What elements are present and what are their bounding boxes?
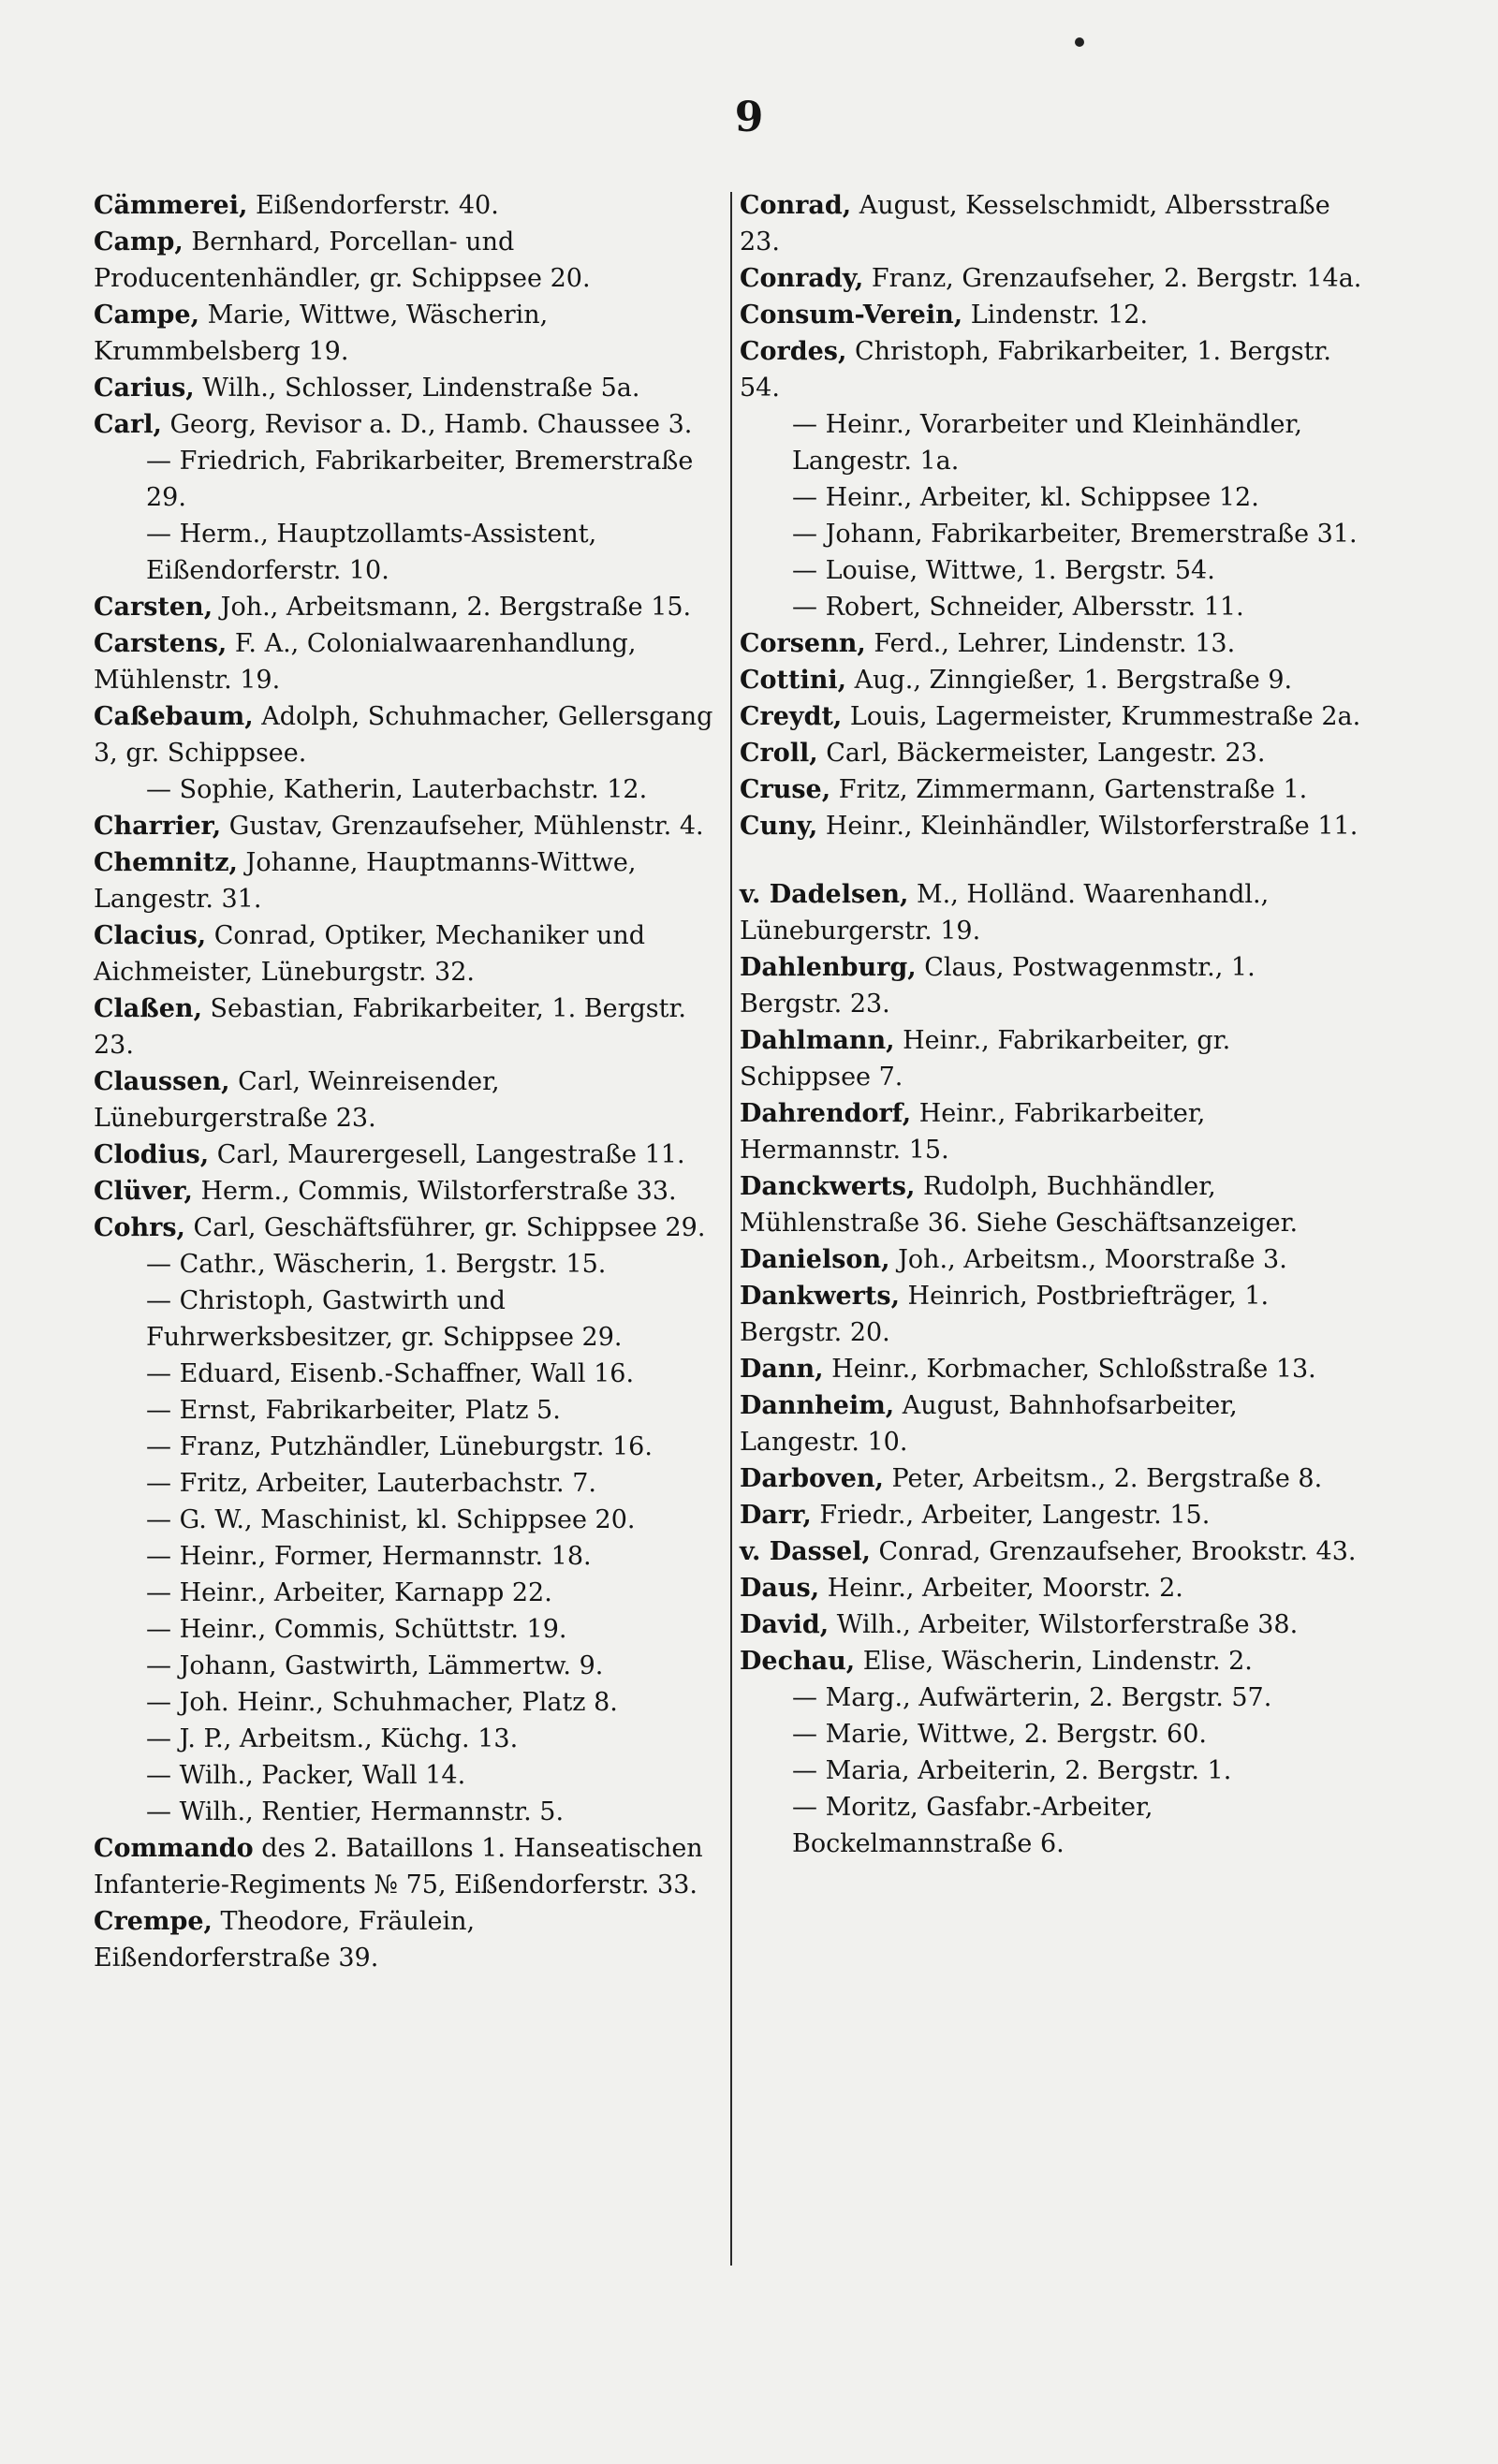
entry-details: Moritz, Gasfabr.-Arbeiter, Bockelmannstraße 6. <box>792 1793 1153 1858</box>
entry-details: Joh. Heinr., Schuhmacher, Platz 8. <box>179 1688 618 1717</box>
entry-details: Heinr., Korbmacher, Schloßstraße 13. <box>823 1355 1316 1384</box>
entry-details: Heinr., Fabrikarbeiter, gr. Schippsee 7. <box>740 1026 1231 1092</box>
continuation-dash: — <box>146 520 180 549</box>
column-divider <box>730 192 732 2266</box>
directory-entry <box>94 1575 716 1611</box>
entry-details: Eduard, Eisenb.-Schaffner, Wall 16. <box>179 1359 635 1388</box>
directory-entry <box>740 479 1362 516</box>
entry-details: Carl, Weinreisender, Lüneburgerstraße 23. <box>94 1067 500 1133</box>
entry-surname: Carsten, <box>94 593 213 622</box>
directory-entry <box>94 224 716 297</box>
continuation-dash: — <box>146 1724 180 1753</box>
entry-surname: Cottini, <box>740 666 846 695</box>
continuation-dash: — <box>792 1756 826 1785</box>
directory-entry <box>740 1606 1362 1643</box>
entry-surname: Dann, <box>740 1355 824 1384</box>
entry-details: Wilh., Schlosser, Lindenstraße 5a. <box>194 374 640 403</box>
directory-entry <box>740 1533 1362 1570</box>
entry-details: Carl, Geschäftsführer, gr. Schippsee 29. <box>184 1213 706 1242</box>
directory-column-right <box>740 187 1362 1862</box>
entry-surname: Darboven, <box>740 1464 884 1493</box>
directory-entry <box>740 406 1362 479</box>
entry-details: August, Kesselschmidt, Albersstraße 23. <box>740 191 1330 257</box>
continuation-dash: — <box>792 1720 826 1749</box>
continuation-dash: — <box>146 1359 180 1388</box>
continuation-dash: — <box>146 1505 180 1534</box>
entry-details: Peter, Arbeitsm., 2. Bergstraße 8. <box>883 1464 1323 1493</box>
entry-surname: Cuny, <box>740 812 818 841</box>
entry-surname: Danckwerts, <box>740 1172 916 1201</box>
entry-surname: Dankwerts, <box>740 1282 900 1311</box>
entry-details: Rudolph, Buchhändler, Mühlenstraße 36. Siehe Geschäftsanzeiger. <box>740 1172 1299 1238</box>
entry-details: Bernhard, Porcellan- und Producentenhändler, gr. Schippsee 20. <box>94 227 591 293</box>
entry-surname: Creydt, <box>740 702 843 731</box>
entry-details: Wilh., Rentier, Hermannstr. 5. <box>179 1797 565 1826</box>
entry-surname: Cordes, <box>740 337 847 366</box>
entry-surname: Danielson, <box>740 1245 890 1274</box>
entry-details: F. A., Colonialwaarenhandlung, Mühlenstr. 19. <box>94 629 637 695</box>
continuation-dash: — <box>792 483 826 512</box>
entry-details: G. W., Maschinist, kl. Schippsee 20. <box>179 1505 636 1534</box>
directory-entry <box>94 1210 716 1246</box>
entry-details: Lindenstr. 12. <box>962 301 1149 330</box>
directory-entry <box>740 1278 1362 1351</box>
continuation-dash: — <box>792 593 826 622</box>
directory-entry <box>94 1721 716 1757</box>
directory-entry <box>740 1460 1362 1497</box>
continuation-dash: — <box>146 1761 180 1790</box>
directory-entry <box>94 1356 716 1392</box>
directory-entry <box>94 187 716 224</box>
directory-entry <box>94 1465 716 1502</box>
directory-entry <box>94 1283 716 1356</box>
directory-entry <box>94 771 716 808</box>
entry-details: Maria, Arbeiterin, 2. Bergstr. 1. <box>825 1756 1232 1785</box>
entry-surname: Carius, <box>94 374 195 403</box>
entry-surname: Cohrs, <box>94 1213 185 1242</box>
entry-details: Heinr., Vorarbeiter und Kleinhändler, Langestr. 1a. <box>792 410 1302 476</box>
entry-surname: Carl, <box>94 410 162 439</box>
entry-details: Marie, Wittwe, Wäscherin, Krummbelsberg 19. <box>94 301 549 366</box>
entry-details: Sophie, Katherin, Lauterbachstr. 12. <box>179 775 648 804</box>
directory-entry <box>94 990 716 1063</box>
entry-details: Conrad, Optiker, Mechaniker und Aichmeister, Lüneburgstr. 32. <box>94 921 646 987</box>
entry-surname: Croll, <box>740 739 818 768</box>
entry-surname: Consum-Verein, <box>740 301 963 330</box>
directory-entry <box>740 1168 1362 1241</box>
entry-details: Heinr., Arbeiter, kl. Schippsee 12. <box>825 483 1259 512</box>
entry-details: Heinr., Arbeiter, Moorstr. 2. <box>819 1574 1183 1603</box>
directory-entry <box>94 1648 716 1684</box>
entry-details: Heinr., Arbeiter, Karnapp 22. <box>179 1578 552 1607</box>
entry-surname: Commando <box>94 1834 254 1863</box>
directory-entry <box>740 1643 1362 1679</box>
entry-details: M., Holländ. Waarenhandl., Lüneburgerstr. 19. <box>740 880 1270 946</box>
entry-details: Sebastian, Fabrikarbeiter, 1. Bergstr. 23. <box>94 994 687 1060</box>
directory-entry <box>740 1095 1362 1168</box>
directory-entry <box>740 589 1362 625</box>
directory-entry <box>94 443 716 516</box>
entry-surname: Dannheim, <box>740 1391 895 1420</box>
directory-entry <box>740 876 1362 949</box>
entry-details: Georg, Revisor a. D., Hamb. Chaussee 3. <box>161 410 693 439</box>
continuation-dash: — <box>146 1542 180 1571</box>
entry-details: Gustav, Grenzaufseher, Mühlenstr. 4. <box>221 812 704 841</box>
entry-details: des 2. Bataillons 1. Hanseatischen Infanterie-Regiments № 75, Eißendorferstr. 33. <box>94 1834 703 1899</box>
continuation-dash: — <box>792 410 826 439</box>
entry-details: Joh., Arbeitsm., Moorstraße 3. <box>889 1245 1287 1274</box>
directory-entry <box>94 625 716 698</box>
entry-details: Elise, Wäscherin, Lindenstr. 2. <box>855 1647 1253 1676</box>
entry-details: Herm., Hauptzollamts-Assistent, Eißendorferstr. 10. <box>146 520 597 585</box>
entry-surname: v. Dadelsen, <box>740 880 909 909</box>
directory-entry <box>740 771 1362 808</box>
entry-surname: Darr, <box>740 1501 812 1530</box>
entry-surname: Dahlmann, <box>740 1026 895 1055</box>
directory-entry <box>94 1429 716 1465</box>
entry-details: J. P., Arbeitsm., Küchg. 13. <box>179 1724 519 1753</box>
directory-entry <box>740 1387 1362 1460</box>
entry-details: Christoph, Gastwirth und Fuhrwerksbesitzer, gr. Schippsee 29. <box>146 1286 623 1352</box>
entry-details: Robert, Schneider, Albersstr. 11. <box>825 593 1244 622</box>
continuation-dash: — <box>146 1432 180 1461</box>
continuation-dash: — <box>146 1615 180 1644</box>
directory-column-left <box>94 187 716 1976</box>
directory-entry <box>94 917 716 990</box>
continuation-dash: — <box>146 1688 180 1717</box>
entry-details: Johann, Gastwirth, Lämmertw. 9. <box>179 1651 604 1680</box>
directory-entry <box>94 808 716 844</box>
entry-details: Herm., Commis, Wilstorferstraße 33. <box>192 1177 677 1206</box>
continuation-dash: — <box>146 1651 180 1680</box>
directory-entry <box>740 662 1362 698</box>
directory-entry <box>740 949 1362 1022</box>
entry-surname: Clodius, <box>94 1140 210 1169</box>
directory-entry <box>740 1351 1362 1387</box>
entry-details: Marg., Aufwärterin, 2. Bergstr. 57. <box>825 1683 1272 1712</box>
directory-entry <box>740 552 1362 589</box>
directory-entry <box>740 698 1362 735</box>
entry-surname: Cruse, <box>740 775 831 804</box>
entry-surname: David, <box>740 1610 830 1639</box>
entry-surname: Camp, <box>94 227 184 257</box>
continuation-dash: — <box>792 1683 826 1712</box>
directory-entry <box>740 516 1362 552</box>
directory-entry <box>740 1789 1362 1862</box>
entry-details: Heinr., Kleinhändler, Wilstorferstraße 11. <box>817 812 1358 841</box>
entry-surname: Corsenn, <box>740 629 866 658</box>
entry-surname: Chemnitz, <box>94 848 238 877</box>
continuation-dash: — <box>146 1469 180 1498</box>
entry-details: Aug., Zinngießer, 1. Bergstraße 9. <box>846 666 1293 695</box>
directory-entry <box>740 1753 1362 1789</box>
entry-surname: Claßen, <box>94 994 202 1023</box>
directory-entry <box>740 1679 1362 1716</box>
entry-details: Eißendorferstr. 40. <box>247 191 499 220</box>
entry-details: Wilh., Packer, Wall 14. <box>179 1761 466 1790</box>
directory-entry <box>94 1794 716 1830</box>
directory-entry <box>740 1022 1362 1095</box>
entry-details: Wilh., Arbeiter, Wilstorferstraße 38. <box>829 1610 1299 1639</box>
continuation-dash: — <box>146 1578 180 1607</box>
directory-entry <box>740 735 1362 771</box>
directory-entry <box>740 260 1362 297</box>
entry-surname: Campe, <box>94 301 200 330</box>
entry-details: Louise, Wittwe, 1. Bergstr. 54. <box>825 556 1215 585</box>
entry-details: Louis, Lagermeister, Krummestraße 2a. <box>842 702 1361 731</box>
entry-details: Fritz, Zimmermann, Gartenstraße 1. <box>830 775 1308 804</box>
entry-details: Christoph, Fabrikarbeiter, 1. Bergstr. 54. <box>740 337 1331 403</box>
directory-entry <box>94 1392 716 1429</box>
directory-entry <box>94 406 716 443</box>
directory-entry <box>740 187 1362 260</box>
directory-entry <box>94 1137 716 1173</box>
directory-entry <box>94 370 716 406</box>
directory-entry <box>740 297 1362 333</box>
continuation-dash: — <box>146 1396 180 1425</box>
continuation-dash: — <box>146 1286 180 1315</box>
entry-details: Adolph, Schuhmacher, Gellersgang 3, gr. Schippsee. <box>94 702 713 768</box>
entry-surname: Daus, <box>740 1574 820 1603</box>
directory-entry <box>94 1063 716 1137</box>
entry-surname: Charrier, <box>94 812 222 841</box>
directory-entry <box>94 516 716 589</box>
directory-entry <box>740 1570 1362 1606</box>
page-number: 9 <box>734 94 764 141</box>
entry-details: Ernst, Fabrikarbeiter, Platz 5. <box>179 1396 561 1425</box>
entry-surname: Crempe, <box>94 1907 213 1936</box>
entry-details: August, Bahnhofsarbeiter, Langestr. 10. <box>740 1391 1238 1457</box>
continuation-dash: — <box>146 1797 180 1826</box>
directory-entry <box>740 1497 1362 1533</box>
entry-surname: Clüver, <box>94 1177 193 1206</box>
entry-details: Heinr., Commis, Schüttstr. 19. <box>179 1615 567 1644</box>
entry-details: Heinr., Former, Hermannstr. 18. <box>179 1542 592 1571</box>
entry-surname: v. Dassel, <box>740 1537 871 1566</box>
directory-entry <box>94 698 716 771</box>
directory-entry <box>94 1173 716 1210</box>
entry-details: Marie, Wittwe, 2. Bergstr. 60. <box>825 1720 1207 1749</box>
entry-details: Conrad, Grenzaufseher, Brookstr. 43. <box>870 1537 1357 1566</box>
directory-entry <box>94 1611 716 1648</box>
continuation-dash: — <box>792 1793 826 1822</box>
directory-entry <box>740 1716 1362 1753</box>
entry-details: Fritz, Arbeiter, Lauterbachstr. 7. <box>179 1469 596 1498</box>
entry-surname: Caßebaum, <box>94 702 254 731</box>
continuation-dash: — <box>146 447 180 476</box>
entry-surname: Clacius, <box>94 921 207 950</box>
directory-entry <box>94 1684 716 1721</box>
entry-details: Joh., Arbeitsmann, 2. Bergstraße 15. <box>213 593 692 622</box>
directory-entry <box>740 625 1362 662</box>
entry-surname: Cämmerei, <box>94 191 248 220</box>
entry-surname: Dechau, <box>740 1647 856 1676</box>
ink-speck <box>1075 37 1084 47</box>
directory-entry <box>740 1241 1362 1278</box>
entry-details: Ferd., Lehrer, Lindenstr. 13. <box>865 629 1236 658</box>
directory-entry <box>94 1538 716 1575</box>
entry-details: Franz, Grenzaufseher, 2. Bergstr. 14a. <box>863 264 1362 293</box>
directory-entry <box>740 808 1362 844</box>
entry-details: Johanne, Hauptmanns-Wittwe, Langestr. 31. <box>94 848 637 914</box>
directory-entry <box>94 1903 716 1976</box>
directory-entry <box>94 1757 716 1794</box>
entry-details: Cathr., Wäscherin, 1. Bergstr. 15. <box>179 1250 607 1279</box>
entry-details: Heinr., Fabrikarbeiter, Hermannstr. 15. <box>740 1099 1206 1165</box>
directory-entry <box>94 297 716 370</box>
entry-surname: Conrady, <box>740 264 864 293</box>
directory-entry <box>740 333 1362 406</box>
continuation-dash: — <box>146 1250 180 1279</box>
directory-entry <box>94 1830 716 1903</box>
continuation-dash: — <box>146 775 180 804</box>
entry-details: Theodore, Fräulein, Eißendorferstraße 39. <box>94 1907 476 1973</box>
directory-entry <box>94 1502 716 1538</box>
continuation-dash: — <box>792 520 826 549</box>
entry-surname: Claussen, <box>94 1067 230 1096</box>
directory-entry <box>94 589 716 625</box>
entry-details: Franz, Putzhändler, Lüneburgstr. 16. <box>179 1432 653 1461</box>
entry-details: Friedr., Arbeiter, Langestr. 15. <box>811 1501 1211 1530</box>
entry-details: Johann, Fabrikarbeiter, Bremerstraße 31. <box>825 520 1358 549</box>
entry-details: Heinrich, Postbriefträger, 1. Bergstr. 20. <box>740 1282 1270 1347</box>
continuation-dash: — <box>792 556 826 585</box>
directory-entry <box>94 1246 716 1283</box>
entry-details: Carl, Maurergesell, Langestraße 11. <box>209 1140 685 1169</box>
entry-surname: Dahlenburg, <box>740 953 917 982</box>
entry-details: Carl, Bäckermeister, Langestr. 23. <box>817 739 1266 768</box>
entry-surname: Dahrendorf, <box>740 1099 912 1128</box>
directory-entry <box>94 844 716 917</box>
entry-details: Friedrich, Fabrikarbeiter, Bremerstraße 29. <box>146 447 694 512</box>
entry-details: Claus, Postwagenmstr., 1. Bergstr. 23. <box>740 953 1256 1019</box>
entry-surname: Conrad, <box>740 191 852 220</box>
entry-surname: Carstens, <box>94 629 228 658</box>
